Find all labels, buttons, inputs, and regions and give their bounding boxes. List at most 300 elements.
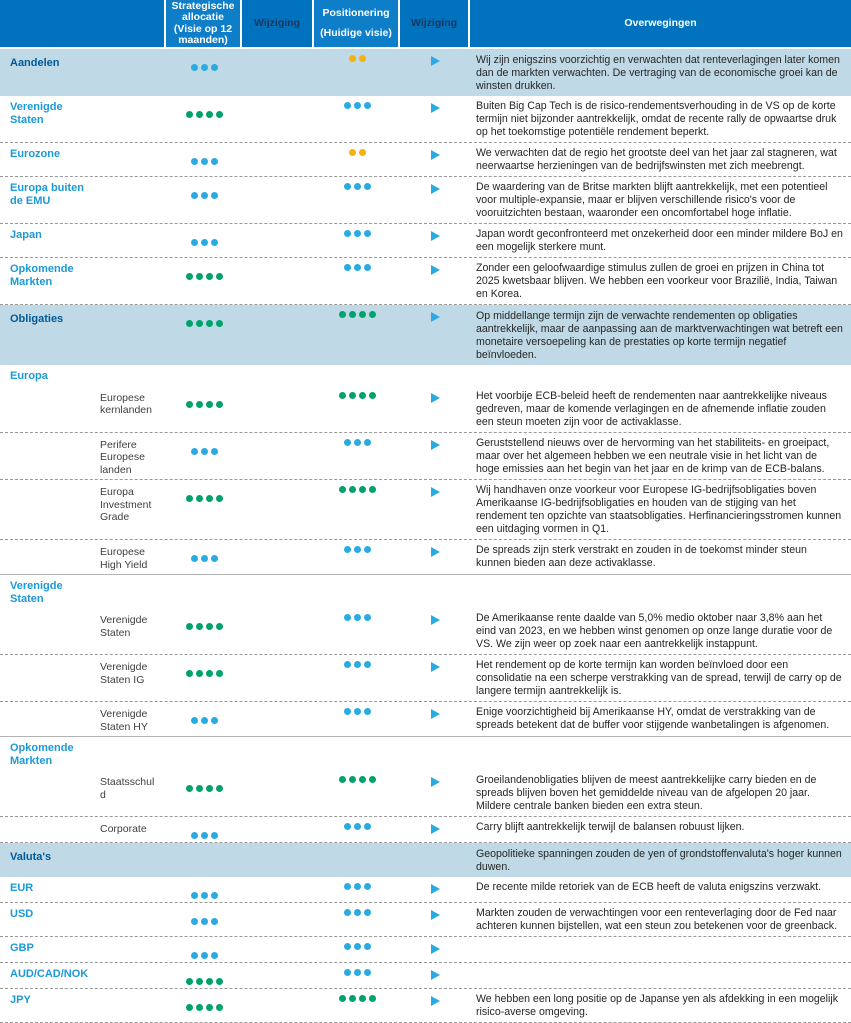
rating-dot	[354, 943, 361, 950]
table-row	[0, 540, 851, 575]
row-label: Verenigde Staten	[10, 101, 63, 126]
change-1-cell	[242, 989, 314, 1022]
change-1-cell	[242, 386, 314, 432]
considerations-cell	[470, 143, 851, 176]
considerations-cell	[470, 386, 851, 432]
arrow-right-icon	[431, 662, 440, 672]
rating-dot	[344, 230, 351, 237]
rating-dot	[201, 192, 208, 199]
strategic-allocation-dots	[191, 892, 218, 899]
table-row	[0, 49, 851, 96]
rating-dot	[344, 546, 351, 553]
asset-class-cell	[0, 386, 166, 432]
table-row	[0, 843, 851, 877]
rating-dot	[206, 978, 213, 985]
strategic-allocation-dots	[186, 670, 223, 677]
table-row	[0, 877, 851, 903]
considerations-text: Japan wordt geconfronteerd met onzekerheid door een minder mildere BoJ en een mogelijk sterkere munt.	[476, 228, 843, 253]
asset-class-cell	[0, 903, 166, 936]
strategic-allocation-cell	[166, 143, 242, 176]
rating-dot	[364, 183, 371, 190]
rating-dot	[339, 486, 346, 493]
strategic-allocation-cell	[166, 963, 242, 988]
change-1-cell	[242, 365, 314, 386]
asset-class-cell	[0, 877, 166, 902]
table-row	[0, 365, 851, 386]
positioning-cell	[314, 480, 400, 539]
rating-dot	[201, 918, 208, 925]
positioning-cell	[314, 96, 400, 142]
rating-dot	[201, 555, 208, 562]
strategic-allocation-dots	[186, 320, 223, 327]
strategic-allocation-cell	[166, 989, 242, 1022]
arrow-right-icon	[431, 393, 440, 403]
rating-dot	[206, 401, 213, 408]
asset-class-cell	[0, 433, 166, 480]
arrow-right-icon	[431, 265, 440, 275]
change-2-cell	[400, 386, 470, 432]
table-row	[0, 937, 851, 963]
considerations-text: De spreads zijn sterk verstrakt en zouden in de toekomst minder steun kunnen bieden aan deze activaklasse.	[476, 544, 807, 569]
strategic-allocation-dots	[186, 495, 223, 502]
change-2-cell	[400, 770, 470, 816]
rating-dot	[349, 55, 356, 62]
rating-dot	[191, 832, 198, 839]
row-label: Europa buiten de EMU	[10, 182, 84, 207]
considerations-text: Buiten Big Cap Tech is de risico-rendementsverhouding in de VS op de korte termijn niet bijzonder aantrekkelijk, omdat de recente rally de opwaartse druk op het toekomstige potentiële rendement beperkt.	[476, 100, 837, 138]
positioning-cell	[314, 177, 400, 223]
asset-class-cell	[0, 937, 166, 962]
asset-class-cell	[0, 575, 166, 608]
rating-dot	[359, 55, 366, 62]
rating-dot	[364, 614, 371, 621]
header-positioning-line2: (Huidige visie)	[320, 27, 392, 39]
arrow-right-icon	[431, 150, 440, 160]
rating-dot	[359, 311, 366, 318]
rating-dot	[191, 448, 198, 455]
arrow-right-icon	[431, 547, 440, 557]
change-2-cell	[400, 655, 470, 701]
positioning-cell	[314, 575, 400, 608]
rating-dot	[354, 183, 361, 190]
rating-dot	[354, 264, 361, 271]
positioning-dots	[344, 883, 371, 890]
change-1-cell	[242, 770, 314, 816]
considerations-text: Groeilandenobligaties blijven de meest aantrekkelijke carry bieden en de spreads blijven boven het gemiddelde niveau van de afgelopen 20 jaar. Mildere centrale banken bieden een extra steun.	[476, 774, 817, 812]
arrow-right-icon	[431, 970, 440, 980]
row-sublabel: Verenigde Staten IG	[100, 661, 148, 686]
rating-dot	[211, 448, 218, 455]
considerations-cell	[470, 963, 851, 988]
rating-dot	[211, 717, 218, 724]
asset-class-cell	[0, 143, 166, 176]
rating-dot	[344, 943, 351, 950]
table-header-row	[0, 0, 851, 47]
positioning-cell	[314, 877, 400, 902]
arrow-right-icon	[431, 231, 440, 241]
change-2-cell	[400, 177, 470, 223]
change-1-cell	[242, 575, 314, 608]
rating-dot	[354, 661, 361, 668]
table-row	[0, 480, 851, 540]
positioning-cell	[314, 143, 400, 176]
positioning-cell	[314, 963, 400, 988]
rating-dot	[339, 311, 346, 318]
row-sublabel: Europa Investment Grade	[100, 486, 152, 523]
rating-dot	[216, 785, 223, 792]
row-label: EUR	[10, 882, 34, 894]
asset-class-cell	[0, 177, 166, 223]
asset-class-cell	[0, 655, 166, 701]
positioning-dots	[344, 909, 371, 916]
rating-dot	[216, 401, 223, 408]
rating-dot	[201, 832, 208, 839]
rating-dot	[344, 183, 351, 190]
rating-dot	[359, 995, 366, 1002]
change-1-cell	[242, 877, 314, 902]
rating-dot	[344, 614, 351, 621]
asset-class-cell	[0, 258, 166, 304]
rating-dot	[364, 943, 371, 950]
positioning-dots	[344, 546, 371, 553]
table-row	[0, 737, 851, 770]
asset-class-cell	[0, 843, 166, 877]
change-1-cell	[242, 49, 314, 96]
positioning-cell	[314, 258, 400, 304]
change-1-cell	[242, 540, 314, 574]
rating-dot	[339, 995, 346, 1002]
rating-dot	[339, 392, 346, 399]
change-1-cell	[242, 655, 314, 701]
table-body	[0, 49, 851, 1023]
arrow-right-icon	[431, 777, 440, 787]
arrow-right-icon	[431, 487, 440, 497]
rating-dot	[354, 969, 361, 976]
positioning-dots	[344, 969, 371, 976]
strategic-allocation-dots	[186, 978, 223, 985]
strategic-allocation-cell	[166, 937, 242, 962]
change-2-cell	[400, 963, 470, 988]
arrow-right-icon	[431, 615, 440, 625]
strategic-allocation-cell	[166, 737, 242, 770]
positioning-dots	[344, 264, 371, 271]
considerations-cell	[470, 737, 851, 770]
strategic-allocation-dots	[191, 192, 218, 199]
table-row	[0, 903, 851, 937]
header-change-1: Wijziging	[242, 0, 314, 47]
table-row	[0, 433, 851, 481]
rating-dot	[364, 883, 371, 890]
change-1-cell	[242, 224, 314, 257]
table-row	[0, 608, 851, 655]
positioning-dots	[344, 708, 371, 715]
rating-dot	[216, 320, 223, 327]
row-sublabel: Verenigde Staten	[100, 614, 148, 639]
asset-class-cell	[0, 770, 166, 816]
rating-dot	[186, 623, 193, 630]
considerations-text: Wij handhaven onze voorkeur voor Europese IG-bedrijfsobligaties boven Amerikaanse IG-bedrijfsobligaties en houden van de stijging van het rendement ten opzichte van staatsobligaties. Herfinancieringsstromen kunnen een uitdaging vormen in Q1.	[476, 484, 842, 535]
strategic-allocation-dots	[186, 785, 223, 792]
row-label: Opkomende Markten	[10, 263, 74, 288]
positioning-cell	[314, 433, 400, 480]
row-sublabel: Verenigde Staten HY	[100, 708, 148, 733]
considerations-text: Zonder een geloofwaardige stimulus zullen de groei en prijzen in China tot 2025 kwetsbaar blijven. We hebben een voorkeur voor Brazilië, India, Taiwan en Korea.	[476, 262, 838, 300]
considerations-cell	[470, 540, 851, 574]
change-1-cell	[242, 843, 314, 877]
rating-dot	[191, 239, 198, 246]
strategic-allocation-cell	[166, 386, 242, 432]
change-1-cell	[242, 702, 314, 736]
arrow-right-icon	[431, 910, 440, 920]
rating-dot	[186, 320, 193, 327]
change-2-cell	[400, 305, 470, 365]
rating-dot	[206, 785, 213, 792]
change-1-cell	[242, 903, 314, 936]
considerations-cell	[470, 224, 851, 257]
rating-dot	[206, 320, 213, 327]
positioning-cell	[314, 937, 400, 962]
strategic-allocation-cell	[166, 305, 242, 365]
considerations-cell	[470, 655, 851, 701]
arrow-right-icon	[431, 884, 440, 894]
rating-dot	[211, 64, 218, 71]
rating-dot	[344, 264, 351, 271]
rating-dot	[354, 546, 361, 553]
strategic-allocation-dots	[191, 918, 218, 925]
change-1-cell	[242, 963, 314, 988]
asset-class-cell	[0, 224, 166, 257]
change-2-cell	[400, 843, 470, 877]
strategic-allocation-cell	[166, 224, 242, 257]
positioning-dots	[344, 439, 371, 446]
table-row	[0, 963, 851, 989]
rating-dot	[344, 909, 351, 916]
rating-dot	[359, 149, 366, 156]
considerations-text: De recente milde retoriek van de ECB heeft de valuta enigszins verzwakt.	[476, 881, 822, 893]
rating-dot	[206, 273, 213, 280]
considerations-text: We hebben een long positie op de Japanse yen als afdekking in een mogelijk risico-averse omgeving.	[476, 993, 839, 1018]
row-sublabel: Europese kernlanden	[100, 391, 152, 416]
rating-dot	[364, 439, 371, 446]
rating-dot	[186, 111, 193, 118]
rating-dot	[349, 149, 356, 156]
rating-dot	[196, 401, 203, 408]
rating-dot	[216, 978, 223, 985]
table-row	[0, 96, 851, 143]
change-2-cell	[400, 540, 470, 574]
row-label: Verenigde Staten	[10, 580, 63, 605]
change-1-cell	[242, 480, 314, 539]
rating-dot	[206, 1004, 213, 1011]
strategic-allocation-cell	[166, 655, 242, 701]
rating-dot	[211, 918, 218, 925]
rating-dot	[186, 495, 193, 502]
strategic-allocation-cell	[166, 177, 242, 223]
rating-dot	[186, 978, 193, 985]
strategic-allocation-cell	[166, 540, 242, 574]
rating-dot	[349, 486, 356, 493]
considerations-text: Op middellange termijn zijn de verwachte rendementen op obligaties aantrekkelijk, maar de aanpassing aan de marktverwachtingen wat betreft een monetaire versoepeling kan de prestaties op korte termijn negatief beïnvloeden.	[476, 310, 843, 361]
rating-dot	[359, 486, 366, 493]
rating-dot	[369, 776, 376, 783]
change-2-cell	[400, 608, 470, 654]
positioning-dots	[344, 102, 371, 109]
table-row	[0, 575, 851, 608]
considerations-text: Markten zouden de verwachtingen voor een renteverlaging door de Fed naar achteren kunnen bijstellen, wat een steun zou betekenen voor de greenback.	[476, 907, 838, 932]
arrow-right-icon	[431, 103, 440, 113]
strategic-allocation-cell	[166, 843, 242, 877]
considerations-cell	[470, 770, 851, 816]
considerations-text: Het rendement op de korte termijn kan worden beïnvloed door een consolidatie na een scherpe verstrakking van de spread, terwijl de carry op de langere termijn aantrekkelijk is.	[476, 659, 842, 697]
rating-dot	[201, 158, 208, 165]
strategic-allocation-cell	[166, 770, 242, 816]
table-row	[0, 770, 851, 817]
rating-dot	[186, 273, 193, 280]
rating-dot	[191, 555, 198, 562]
strategic-allocation-dots	[186, 1004, 223, 1011]
rating-dot	[196, 978, 203, 985]
strategic-allocation-cell	[166, 433, 242, 480]
change-2-cell	[400, 224, 470, 257]
rating-dot	[354, 883, 361, 890]
asset-class-cell	[0, 49, 166, 96]
rating-dot	[196, 273, 203, 280]
strategic-allocation-cell	[166, 49, 242, 96]
rating-dot	[211, 555, 218, 562]
change-2-cell	[400, 937, 470, 962]
positioning-cell	[314, 608, 400, 654]
strategic-allocation-dots	[191, 158, 218, 165]
asset-class-cell	[0, 702, 166, 736]
table-row	[0, 989, 851, 1023]
rating-dot	[216, 273, 223, 280]
table-row	[0, 258, 851, 305]
change-1-cell	[242, 737, 314, 770]
considerations-text: Het voorbije ECB-beleid heeft de rendementen naar aantrekkelijke niveaus gedreven, maar de komende verlagingen en de afnemende inflatie zouden een steun moeten zijn voor de activaklasse.	[476, 389, 827, 428]
rating-dot	[359, 776, 366, 783]
asset-class-cell	[0, 989, 166, 1022]
rating-dot	[344, 102, 351, 109]
strategic-allocation-cell	[166, 903, 242, 936]
rating-dot	[191, 64, 198, 71]
rating-dot	[196, 495, 203, 502]
rating-dot	[191, 192, 198, 199]
row-label: Aandelen	[10, 57, 60, 69]
rating-dot	[364, 909, 371, 916]
change-1-cell	[242, 96, 314, 142]
arrow-right-icon	[431, 944, 440, 954]
change-2-cell	[400, 258, 470, 304]
positioning-cell	[314, 903, 400, 936]
strategic-allocation-cell	[166, 480, 242, 539]
change-2-cell	[400, 143, 470, 176]
change-2-cell	[400, 480, 470, 539]
asset-class-cell	[0, 737, 166, 770]
strategic-allocation-dots	[191, 832, 218, 839]
positioning-dots	[349, 55, 366, 62]
positioning-dots	[339, 311, 376, 318]
rating-dot	[339, 776, 346, 783]
rating-dot	[354, 614, 361, 621]
rating-dot	[344, 661, 351, 668]
row-label: JPY	[10, 994, 31, 1006]
considerations-text: Carry blijft aantrekkelijk terwijl de balansen robuust lijken.	[476, 821, 745, 833]
strategic-allocation-cell	[166, 96, 242, 142]
strategic-allocation-cell	[166, 877, 242, 902]
positioning-dots	[339, 995, 376, 1002]
change-2-cell	[400, 877, 470, 902]
considerations-cell	[470, 903, 851, 936]
change-2-cell	[400, 702, 470, 736]
rating-dot	[364, 102, 371, 109]
change-2-cell	[400, 903, 470, 936]
positioning-cell	[314, 989, 400, 1022]
asset-class-cell	[0, 365, 166, 386]
arrow-right-icon	[431, 312, 440, 322]
change-2-cell	[400, 817, 470, 842]
considerations-cell	[470, 877, 851, 902]
rating-dot	[191, 892, 198, 899]
positioning-cell	[314, 365, 400, 386]
rating-dot	[201, 892, 208, 899]
row-label: GBP	[10, 942, 34, 954]
rating-dot	[344, 439, 351, 446]
strategic-allocation-dots	[186, 623, 223, 630]
rating-dot	[216, 495, 223, 502]
rating-dot	[364, 230, 371, 237]
considerations-cell	[470, 937, 851, 962]
change-1-cell	[242, 143, 314, 176]
rating-dot	[364, 823, 371, 830]
rating-dot	[211, 832, 218, 839]
change-2-cell	[400, 49, 470, 96]
header-considerations: Overwegingen	[470, 0, 851, 47]
change-1-cell	[242, 817, 314, 842]
rating-dot	[354, 823, 361, 830]
positioning-dots	[344, 183, 371, 190]
considerations-cell	[470, 608, 851, 654]
rating-dot	[191, 952, 198, 959]
row-sublabel: Perifere Europese landen	[100, 438, 145, 476]
rating-dot	[349, 776, 356, 783]
header-positioning	[314, 0, 400, 47]
row-label: Obligaties	[10, 313, 64, 325]
positioning-cell	[314, 540, 400, 574]
row-label: USD	[10, 908, 34, 920]
rating-dot	[196, 111, 203, 118]
rating-dot	[349, 995, 356, 1002]
considerations-text: Geruststellend nieuws over de hervorming van het stabiliteits- en groeipact, maar over het algemeen hebben we een neutrale visie in het licht van de hoge emissies aan het begin van het jaar en de krimp van de ECB-balans.	[476, 436, 830, 475]
rating-dot	[186, 785, 193, 792]
table-row	[0, 305, 851, 365]
rating-dot	[344, 708, 351, 715]
rating-dot	[364, 661, 371, 668]
rating-dot	[364, 708, 371, 715]
positioning-cell	[314, 655, 400, 701]
asset-class-cell	[0, 817, 166, 842]
strategic-allocation-cell	[166, 575, 242, 608]
change-2-cell	[400, 575, 470, 608]
considerations-text: Wij zijn enigszins voorzichtig en verwachten dat renteverlagingen later komen dan de markten verwachten. De vertraging van de economische groei kan de winsten drukken.	[476, 54, 840, 92]
arrow-right-icon	[431, 56, 440, 66]
change-2-cell	[400, 989, 470, 1022]
rating-dot	[186, 670, 193, 677]
rating-dot	[206, 670, 213, 677]
positioning-dots	[339, 392, 376, 399]
header-asset-class	[0, 0, 166, 47]
positioning-dots	[344, 614, 371, 621]
rating-dot	[354, 230, 361, 237]
